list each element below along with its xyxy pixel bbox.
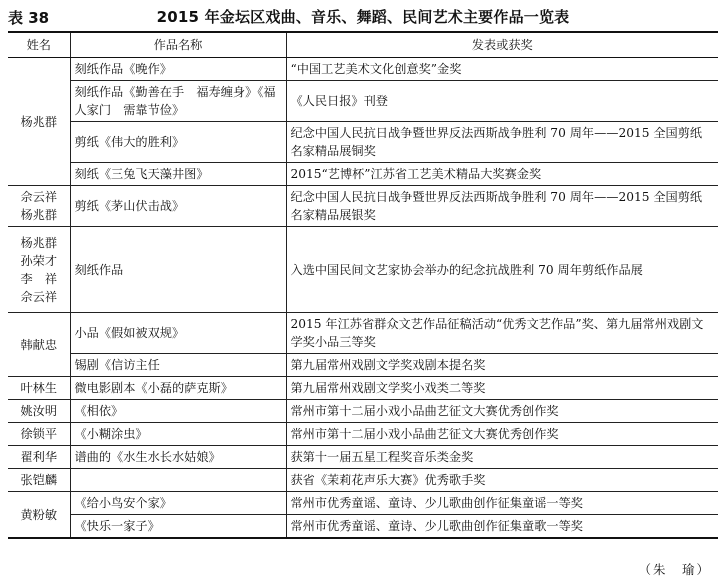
- author-name: 徐锁平: [20, 427, 58, 441]
- table-row: [8, 354, 718, 377]
- work-title-cell: 锡剧《信访主任: [70, 354, 286, 377]
- work-title-cell: [70, 469, 286, 492]
- author-name-cell: [8, 446, 70, 469]
- work-title-cell: 谱曲的《水生水长水姑娘》: [70, 446, 286, 469]
- award-cell: 获省《茉莉花声乐大赛》优秀歌手奖: [286, 469, 718, 492]
- award-cell: 《人民日报》刊登: [286, 81, 718, 122]
- award-cell: 常州市第十二届小戏小品曲艺征文大赛优秀创作奖: [286, 423, 718, 446]
- award-cell: 2015“艺博杯”江苏省工艺美术精品大奖赛金奖: [286, 163, 718, 186]
- author-name: 杨兆群: [20, 235, 58, 250]
- work-title-cell: 《给小鸟安个家》: [70, 492, 286, 515]
- award-cell: 纪念中国人民抗日战争暨世界反法西斯战争胜利 70 周年——2015 全国剪纸名家精品展银奖: [286, 186, 718, 227]
- table-row: [8, 469, 718, 492]
- table-row: [8, 122, 718, 163]
- table-row: [8, 58, 718, 81]
- author-name: 张铠麟: [20, 473, 58, 487]
- author-name: 佘云祥: [20, 289, 58, 304]
- table-row: [8, 492, 718, 515]
- author-name-cell: [8, 492, 70, 539]
- author-name: 姚汝明: [20, 404, 58, 418]
- author-name-cell: [8, 313, 70, 377]
- table-row: [8, 377, 718, 400]
- author-name-cell: [8, 186, 70, 227]
- work-title-cell: 剪纸《伟大的胜利》: [70, 122, 286, 163]
- table-row: [8, 313, 718, 354]
- works-table-body: [8, 58, 718, 539]
- author-name-cell: [8, 227, 70, 313]
- table-row: [8, 163, 718, 186]
- author-credit: （朱 瑜）: [638, 562, 711, 577]
- author-name-cell: [8, 423, 70, 446]
- work-title-cell: 微电影剧本《小磊的萨克斯》: [70, 377, 286, 400]
- work-title-cell: 刻纸作品《晚作》: [70, 58, 286, 81]
- award-cell: 第九届常州戏剧文学奖小戏类二等奖: [286, 377, 718, 400]
- award-cell: 入选中国民间文艺家协会举办的纪念抗战胜利 70 周年剪纸作品展: [286, 227, 718, 313]
- award-cell: 常州市优秀童谣、童诗、少儿歌曲创作征集童谣一等奖: [286, 492, 718, 515]
- work-title-cell: 《相依》: [70, 400, 286, 423]
- table-row: [8, 423, 718, 446]
- award-cell: 2015 年江苏省群众文艺作品征稿活动“优秀文艺作品”奖、第九届常州戏剧文学奖小品三等奖: [286, 313, 718, 354]
- table-row: [8, 81, 718, 122]
- author-name: 韩献忠: [20, 337, 58, 352]
- award-cell: “中国工艺美术文化创意奖”金奖: [286, 58, 718, 81]
- table-row: [8, 515, 718, 539]
- author-name: 杨兆群: [20, 208, 58, 222]
- work-title-cell: 剪纸《茅山伏击战》: [70, 186, 286, 227]
- award-cell: 纪念中国人民抗日战争暨世界反法西斯战争胜利 70 周年——2015 全国剪纸名家精品展铜奖: [286, 122, 718, 163]
- work-title-cell: 刻纸作品: [70, 227, 286, 313]
- author-name: 翟利华: [20, 450, 58, 464]
- author-name: 杨兆群: [20, 114, 58, 129]
- work-title-cell: 刻纸作品《勤善在手 福寿缠身》《福人家门 需靠节俭》: [70, 81, 286, 122]
- author-name: 佘云祥: [20, 190, 58, 204]
- work-title-cell: 小品《假如被双规》: [70, 313, 286, 354]
- author-name: 叶林生: [20, 381, 58, 395]
- column-header-name: 姓名: [8, 32, 70, 58]
- award-cell: 常州市优秀童谣、童诗、少儿歌曲创作征集童歌一等奖: [286, 515, 718, 539]
- works-table: [8, 31, 718, 539]
- award-cell: 常州市第十二届小戏小品曲艺征文大赛优秀创作奖: [286, 400, 718, 423]
- table-number: 表 38: [8, 9, 50, 27]
- author-name-cell: [8, 400, 70, 423]
- author-name-cell: [8, 377, 70, 400]
- table-row: [8, 446, 718, 469]
- table-row: [8, 400, 718, 423]
- author-name: 李 祥: [20, 271, 58, 286]
- title-row: [8, 6, 718, 28]
- author-name-cell: [8, 469, 70, 492]
- header-row: [8, 32, 718, 58]
- award-cell: 获第十一届五星工程奖音乐类金奖: [286, 446, 718, 469]
- work-title-cell: 刻纸《三兔飞天藻井图》: [70, 163, 286, 186]
- table-title: 2015 年金坛区戏曲、音乐、舞蹈、民间艺术主要作品一览表: [156, 8, 570, 26]
- table-row: [8, 227, 718, 313]
- author-name: 黄粉敏: [20, 507, 58, 522]
- work-title-cell: 《快乐一家子》: [70, 515, 286, 539]
- table-row: [8, 186, 718, 227]
- author-name-cell: [8, 58, 70, 186]
- author-name: 孙荣才: [20, 253, 58, 268]
- work-title-cell: 《小糊涂虫》: [70, 423, 286, 446]
- award-cell: 第九届常州戏剧文学奖戏剧本提名奖: [286, 354, 718, 377]
- column-header-work: 作品名称: [70, 32, 286, 58]
- column-header-award: 发表或获奖: [286, 32, 718, 58]
